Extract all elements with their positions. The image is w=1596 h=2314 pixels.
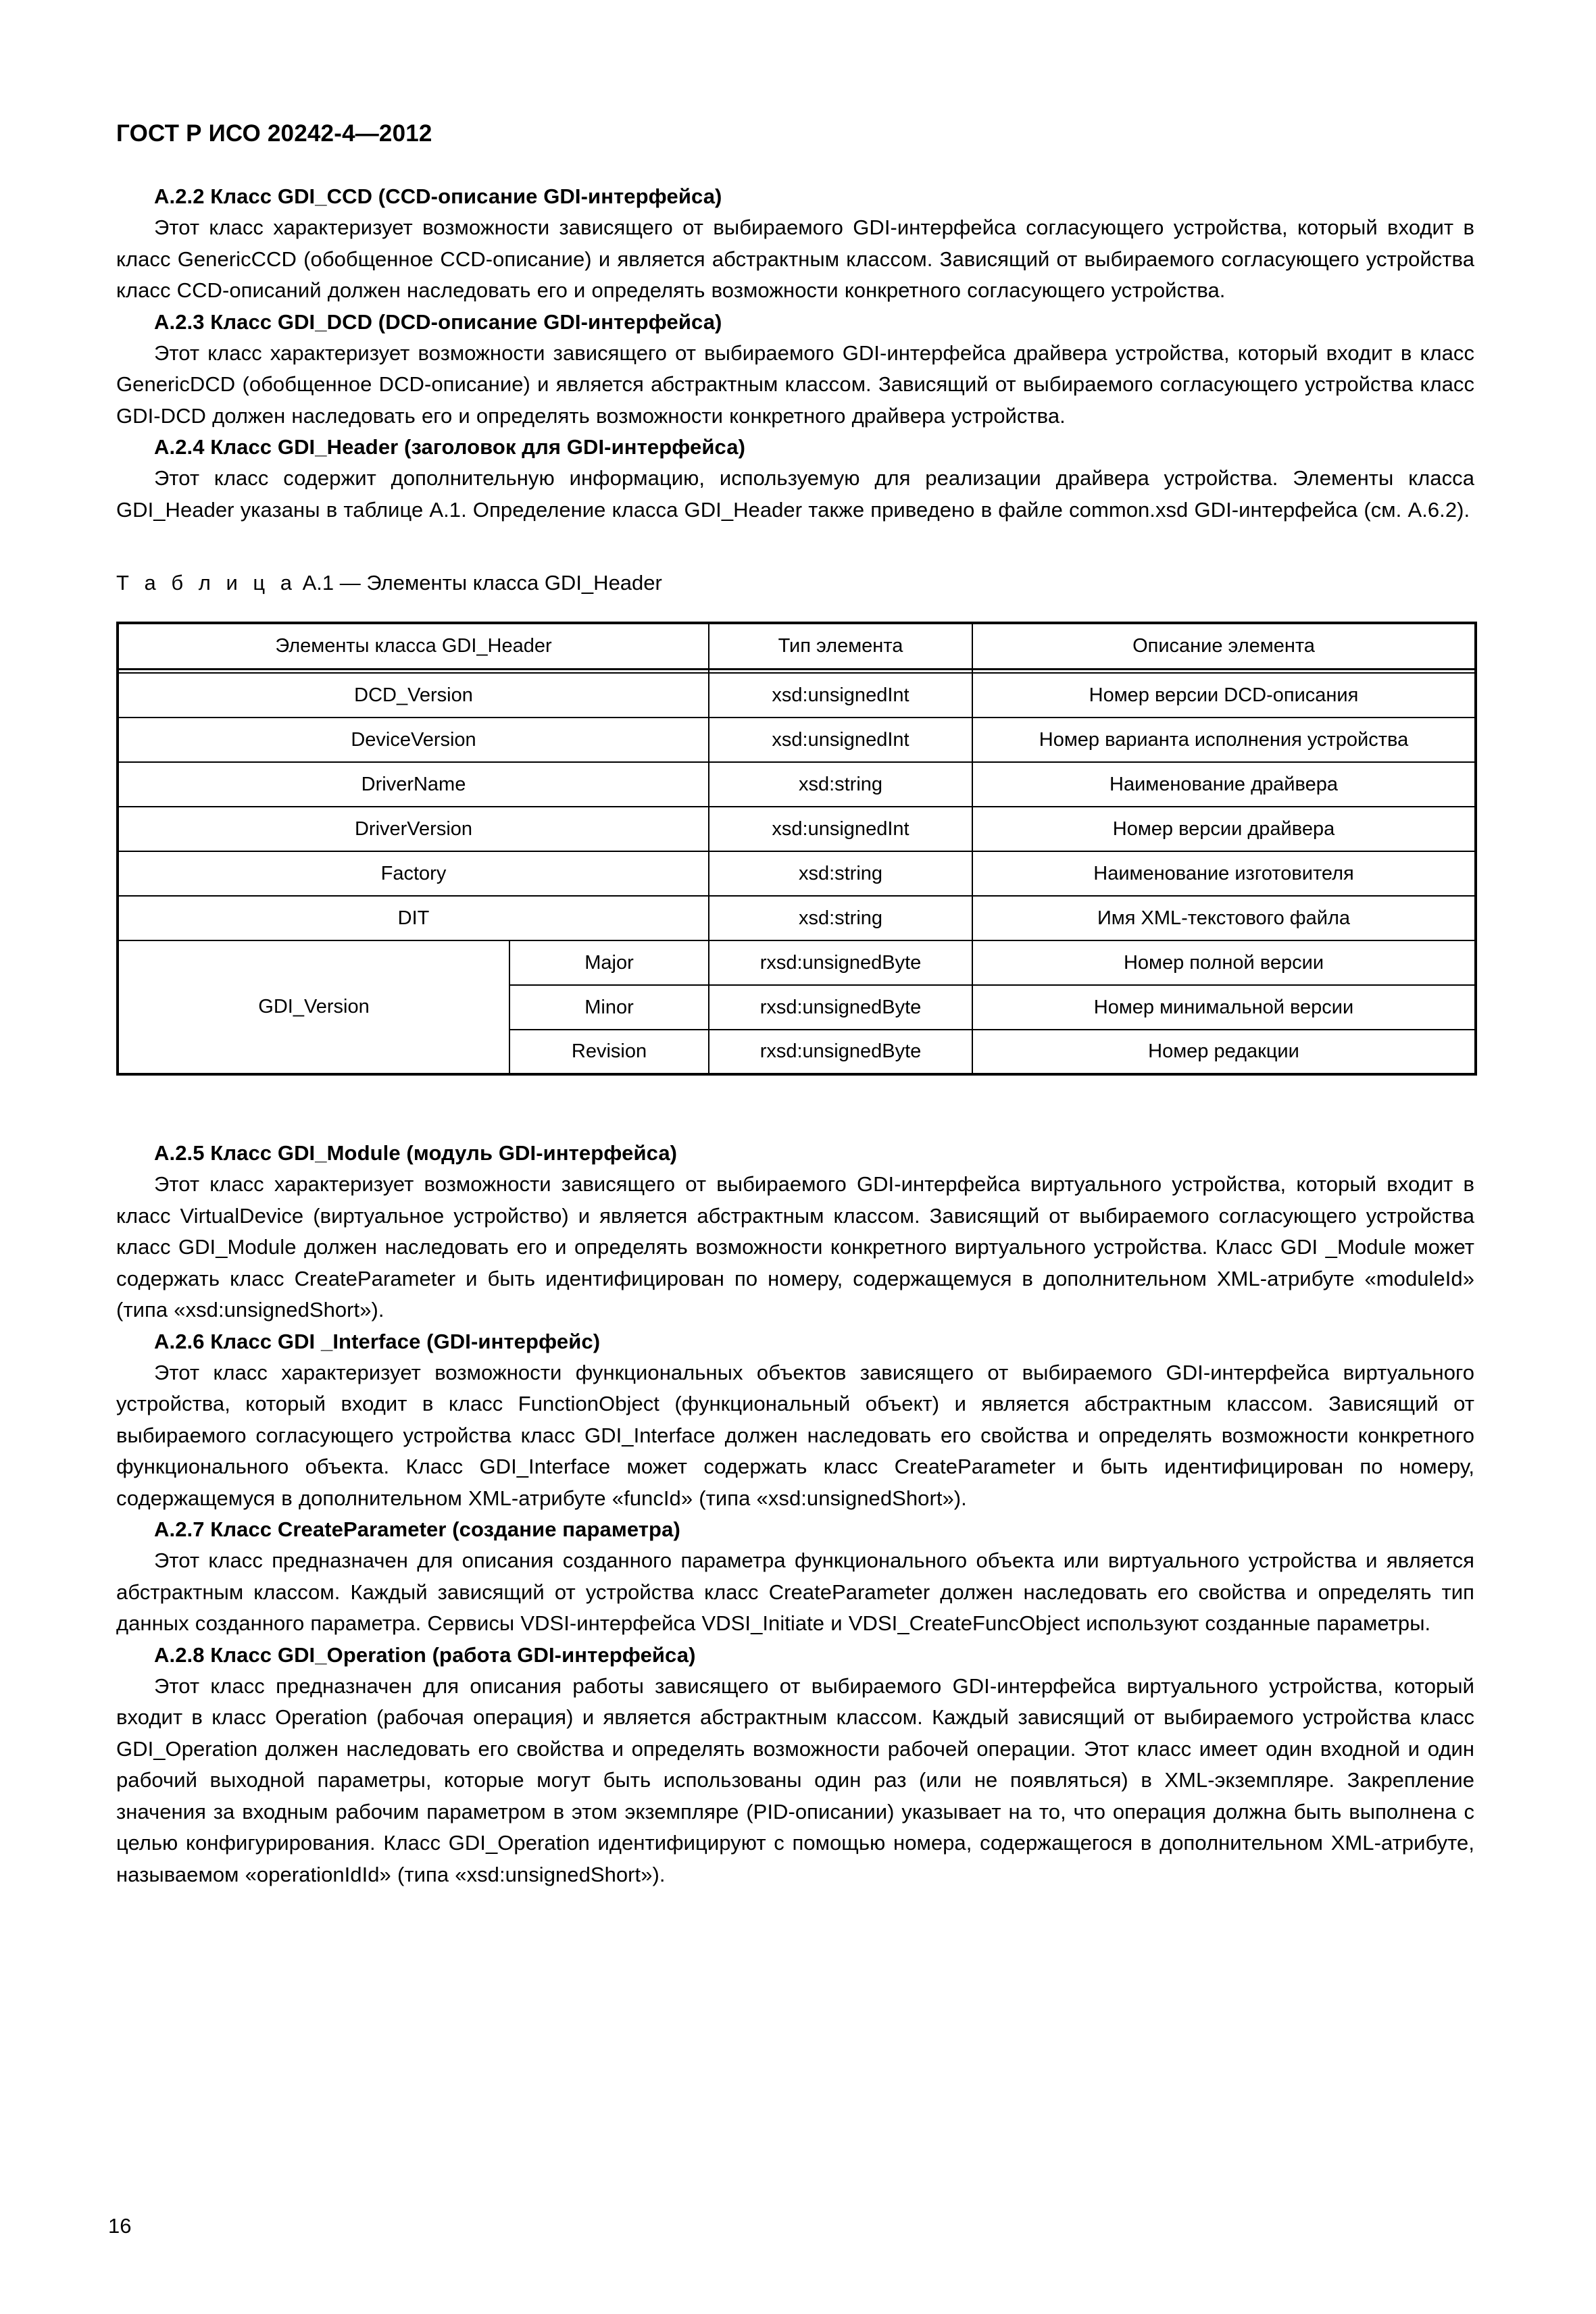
running-header-standard-number: ГОСТ Р ИСО 20242-4—2012: [116, 120, 432, 147]
section-body-a-2-2: Этот класс характеризует возможности зависящего от выбираемого GDI-интерфейса согласующего устройства, который входит в класс GenericCCD (обобщенное CCD-описание) и является абстрактным классом. Зависящий от выбираемого согласующего устройства класс CCD-описаний должен наследовать его и определять возможности конкретного согласующего устройства.: [116, 216, 1474, 302]
section-body-a-2-3: Этот класс характеризует возможности зависящего от выбираемого GDI-интерфейса драйвера устройства, который входит в класс GenericDCD (обобщенное DCD-описание) и является абстрактным классом. Зависящий от выбираемого согласующего устройства класс GDI-DCD должен наследовать его и определять возможности конкретного драйвера устройства.: [116, 341, 1474, 428]
cell-element-type: rxsd:unsignedByte: [709, 985, 972, 1030]
section-a-2-5: [116, 1138, 1474, 1326]
cell-subelement-name: Major: [509, 940, 709, 985]
table-row: [118, 807, 1476, 851]
table-row: [118, 762, 1476, 807]
cell-element-name: DriverVersion: [118, 807, 709, 851]
section-heading-a-2-4: A.2.4 Класс GDI_Header (заголовок для GDI-интерфейса): [154, 435, 746, 459]
section-body-a-2-4: Этот класс содержит дополнительную информацию, используемую для реализации драйвера устройства. Элементы класса GDI_Header указаны в таблице А.1. Определение класса GDI_Header также приведено в файле common.xsd GDI-интерфейса (см. А.6.2).: [116, 466, 1474, 522]
section-body-a-2-6: Этот класс характеризует возможности функциональных объектов зависящего от выбираемого GDI-интерфейса виртуального устройства, который входит в класс FunctionObject (функциональный объект) и является абстрактным классом. Зависящий от выбираемого согласующего устройства класс GDI_Interface должен наследовать его свойства и определять возможности конкретного функционального объекта. Класс GDI_Interface может содержать класс CreateParameter и быть идентифицирован по номеру, содержащемуся в дополнительном XML-атрибуте «funcId» (типа «xsd:unsignedShort»).: [116, 1360, 1474, 1510]
cell-element-type: xsd:string: [709, 851, 972, 896]
cell-element-type: rxsd:unsignedByte: [709, 1030, 972, 1074]
cell-element-name: DriverName: [118, 762, 709, 807]
cell-group-name: GDI_Version: [118, 940, 509, 1074]
cell-element-desc: Номер минимальной версии: [972, 985, 1476, 1030]
cell-element-desc: Номер полной версии: [972, 940, 1476, 985]
section-a-2-2: [116, 181, 1474, 307]
table-gdi-header-elements: [116, 622, 1477, 1076]
section-body-a-2-5: Этот класс характеризует возможности зависящего от выбираемого GDI-интерфейса виртуального устройства, который входит в класс VirtualDevice (виртуальное устройство) и является абстрактным классом. Зависящий от выбираемого согласующего устройства класс GDI_Module должен наследовать его и определять возможности конкретного виртуального устройства. Класс GDI _Module может содержать класс CreateParameter и быть идентифицирован по номеру, содержащемуся в дополнительном XML-атрибуте «moduleId» (типа «xsd:unsignedShort»).: [116, 1172, 1474, 1322]
cell-element-type: xsd:unsignedInt: [709, 673, 972, 718]
section-body-a-2-7: Этот класс предназначен для описания созданного параметра функционального объекта или виртуального устройства и является абстрактным классом. Каждый зависящий от устройства класс CreateParameter должен наследовать его свойства и определять тип данных созданного параметра. Сервисы VDSI-интерфейса VDSI_Initiate и VDSI_CreateFuncObject используют созданные параметры.: [116, 1549, 1474, 1635]
table-row: [118, 851, 1476, 896]
cell-element-desc: Наименование драйвера: [972, 762, 1476, 807]
table-row: [118, 673, 1476, 718]
cell-element-name: DCD_Version: [118, 673, 709, 718]
page-content: [116, 0, 1474, 1890]
cell-element-desc: Номер варианта исполнения устройства: [972, 718, 1476, 762]
cell-element-name: Factory: [118, 851, 709, 896]
table-row-group-gdi-version: [118, 940, 1476, 985]
cell-element-type: xsd:unsignedInt: [709, 807, 972, 851]
cell-element-desc: Наименование изготовителя: [972, 851, 1476, 896]
section-a-2-3: [116, 307, 1474, 432]
cell-element-desc: Номер редакции: [972, 1030, 1476, 1074]
section-heading-a-2-8: A.2.8 Класс GDI_Operation (работа GDI-интерфейса): [154, 1642, 696, 1667]
cell-element-type: xsd:unsignedInt: [709, 718, 972, 762]
cell-element-desc: Имя XML-текстового файла: [972, 896, 1476, 940]
cell-element-type: xsd:string: [709, 896, 972, 940]
table-caption-rest: А.1 — Элементы класса GDI_Header: [297, 571, 662, 595]
section-a-2-8: [116, 1640, 1474, 1891]
cell-element-name: DeviceVersion: [118, 718, 709, 762]
section-a-2-6: [116, 1326, 1474, 1515]
section-heading-a-2-3: A.2.3 Класс GDI_DCD (DCD-описание GDI-интерфейса): [154, 309, 722, 334]
cell-element-desc: Номер версии драйвера: [972, 807, 1476, 851]
table-caption-prefix: Т а б л и ц а: [116, 571, 297, 595]
cell-element-type: rxsd:unsignedByte: [709, 940, 972, 985]
table-column-header-type: Тип элемента: [709, 623, 972, 669]
section-heading-a-2-2: A.2.2 Класс GDI_CCD (CCD-описание GDI-интерфейса): [154, 184, 722, 208]
section-body-a-2-8: Этот класс предназначен для описания работы зависящего от выбираемого GDI-интерфейса виртуального устройства, который входит в класс Operation (рабочая операция) и является абстрактным классом. Каждый зависящий от выбираемого устройства класс GDI_Operation должен наследовать его свойства и определять возможности рабочей операции. Этот класс имеет один входной и один рабочий выходной параметры, которые могут быть использованы один раз (или не появляться) в XML-экземпляре. Закрепление значения за входным рабочим параметром в этом экземпляре (PID-описании) указывает на то, что операция должна быть выполнена с целью конфигурирования. Класс GDI_Operation идентифицируют с помощью номера, содержащегося в дополнительном XML-атрибуте, называемом «operationIdId» (типа «xsd:unsignedShort»).: [116, 1674, 1474, 1886]
cell-element-name: DIT: [118, 896, 709, 940]
page-number: 16: [108, 2214, 132, 2238]
table-header-row: [118, 623, 1476, 669]
section-a-2-4: [116, 432, 1474, 526]
cell-subelement-name: Revision: [509, 1030, 709, 1074]
table-caption: [116, 568, 1474, 599]
cell-element-type: xsd:string: [709, 762, 972, 807]
section-a-2-7: [116, 1514, 1474, 1640]
table-column-header-desc: Описание элемента: [972, 623, 1476, 669]
table-row: [118, 718, 1476, 762]
section-heading-a-2-5: A.2.5 Класс GDI_Module (модуль GDI-интерфейса): [154, 1141, 678, 1165]
table-column-header-name: Элементы класса GDI_Header: [118, 623, 709, 669]
cell-subelement-name: Minor: [509, 985, 709, 1030]
cell-element-desc: Номер версии DCD-описания: [972, 673, 1476, 718]
section-heading-a-2-6: A.2.6 Класс GDI _Interface (GDI-интерфейс): [154, 1329, 601, 1353]
section-heading-a-2-7: A.2.7 Класс CreateParameter (создание параметра): [154, 1517, 680, 1541]
table-row: [118, 896, 1476, 940]
